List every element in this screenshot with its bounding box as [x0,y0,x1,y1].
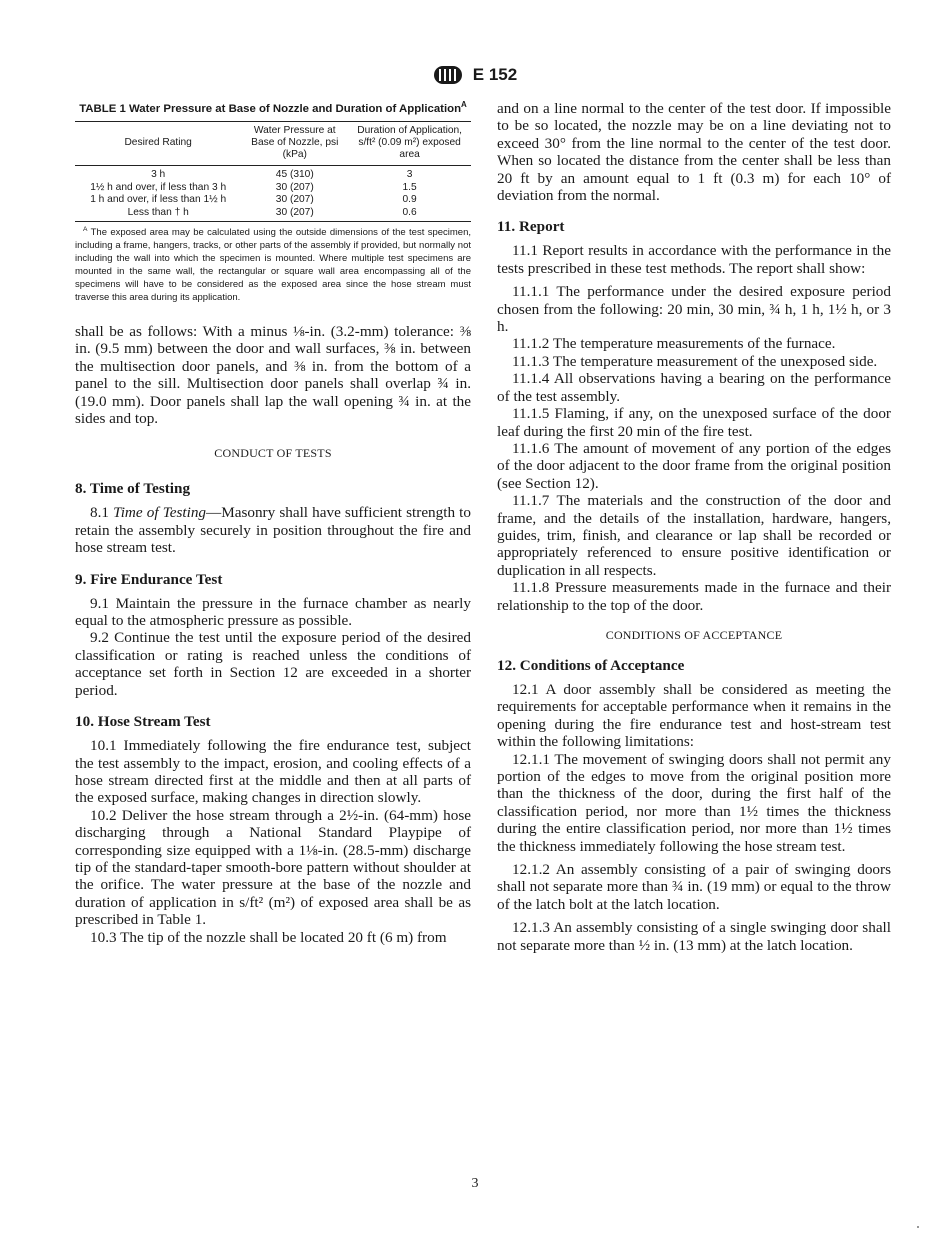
paragraph-continuation: shall be as follows: With a minus ⅛-in. (3.2-mm) tolerance: ⅜ in. (9.5 mm) between the door and wall surfaces, ⅜ in. between the multisection door panels, and ⅜ in. from the bottom of a panel to the sill. Multisection door panels shall overlap ¾ in. (19.0 mm). Door panels shall lap the wall opening ¾ in. at the sides and top. [75,323,471,428]
section-heading: 12. Conditions of Acceptance [497,656,685,674]
paragraph-continuation: and on a line normal to the center of the test door. If impossible to be so located, the nozzle may be on a line deviating not to exceed 30° from the line normal to the center of the test door. When so located the distance from the center shall be less than 20 ft by an amount equal to 1 ft (0.3 m) for each 10° of deviation from the normal. [497,100,891,205]
paragraph: 11.1.1 The performance under the desired exposure period chosen from the following: 20 min, 30 min, ¾ h, 1 h, 1½ h, or 3 h. [497,283,891,336]
inline-title: Time of Testing [113,504,207,522]
right-column [497,100,891,954]
section-heading: 9. Fire Endurance Test [75,570,223,588]
table-cell: 30 (207) [275,206,314,218]
section-heading: 8. Time of Testing [75,480,191,498]
table-cell: 1.5 [402,181,417,193]
paragraph: 11.1.6 The amount of movement of any portion of the edges of the door adjacent to the door frame from the original position (see Section 12). [497,439,891,492]
paragraph: 10.1 Immediately following the fire endurance test, subject the test assembly to the impact, erosion, and cooling effects of a hose stream directed first at the middle and then at all parts of the exposed surface, making changes in direction slowly. [75,737,471,807]
table-row [75,194,471,207]
section-group-heading: CONDUCT OF TESTS [214,446,332,461]
paragraph: 12.1.3 An assembly consisting of a single swinging door shall not separate more than ½ in. (13 mm) at the latch location. [497,919,891,954]
footnote-mark: A [83,225,88,233]
document-designation: E 152 [472,65,518,84]
scan-speck [917,1226,919,1228]
table-cell: 45 (310) [275,169,314,180]
table-cell: 30 (207) [275,194,314,205]
astm-logo-icon [433,64,463,86]
table-cell: 1½ h and over, if less than 3 h [90,181,227,193]
paragraph: 12.1.2 An assembly consisting of a pair of swinging doors shall not separate more than ¾ in. (19 mm) or equal to the throw of the latch bolt at the latch location. [497,861,891,913]
paragraph: 8.1 Time of Testing—Masonry shall have sufficient strength to retain the assembly securely in position throughout the fire and hose stream test. [75,504,471,557]
paragraph: 11.1.5 Flaming, if any, on the unexposed surface of the door leaf during the first 20 min of the fire test. [497,405,891,440]
table-cell: 1 h and over, if less than 1½ h [90,194,227,205]
paragraph: 11.1 Report results in accordance with the performance in the tests prescribed in these test methods. The report shall show: [497,242,891,277]
paragraph: 12.1 A door assembly shall be considered as meeting the requirements for acceptable performance when it remains in the opening during the fire endurance test and host-stream test within the following limitations: [497,680,891,751]
table-cell: Less than † h [127,206,189,218]
paragraph: 9.2 Continue the test until the exposure period of the desired classification or rating is reached unless the conditions of acceptance set forth in Section 12 are exceeded in a shorter period. [75,629,471,699]
table-header-cell: Desired Rating [75,122,241,166]
paragraph: 11.1.7 The materials and the construction of the door and frame, and the details of the installation, hardware, hangers, guides, trim, finish, and clearance or lap shall be recorded or appropriately referenced to ensure positive identification or duplication in all respects. [497,492,891,579]
table-cell: 3 h [151,169,166,180]
table-cell: 0.6 [402,206,417,218]
paragraph: 11.1.4 All observations having a bearing on the performance of the test assembly. [497,370,891,405]
section-group-heading: CONDITIONS OF ACCEPTANCE [605,627,783,642]
caption-footnote-mark: A [461,100,467,110]
table-header-cell: Water Pressure at Base of Nozzle, psi (kPa) [241,122,348,166]
table-caption: TABLE 1 Water Pressure at Base of Nozzle and Duration of Application$^A$ [79,100,467,115]
left-column [75,100,471,946]
table-cell: 3 [406,169,413,180]
table-cell: 30 (207) [275,181,314,193]
page-number: 3 [471,1176,479,1191]
paragraph: 11.1.3 The temperature measurement of the unexposed side. [512,352,878,370]
paragraph: 10.3 The tip of the nozzle shall be located 20 ft (6 m) from [90,928,447,946]
table-row [75,166,471,182]
paragraph: 11.1.2 The temperature measurements of the furnace. [512,335,836,353]
paragraph: 9.1 Maintain the pressure in the furnace chamber as nearly equal to the atmospheric pressure as possible. [75,594,471,630]
page-header [0,64,950,86]
table-footnote: $^A$ The exposed area may be calculated using the outside dimensions of the test specimen, including a frame, hangers, tracks, or other parts of the assembly if provided, but normally not including the wall into which the specimen is mounted. Where multiple test specimens are mounted in the same wall, the rectangular or square wall area encompassing all of the specimens will have to be considered as the exposed area since the hose stream must traverse this area during its application. [75,225,471,303]
table-header-cell: Duration of Application, s/ft² (0.09 m²) exposed area [348,122,471,166]
paragraph: 10.2 Deliver the hose stream through a 2½-in. (64-mm) hose discharging through a National Standard Playpipe of corresponding size equipped with a 1⅛-in. (28.5-mm) discharge tip of the standard-taper smooth-bore pattern without shoulder at the orifice. The water pressure at the base of the nozzle and duration of application in s/ft² (m²) of exposed area shall be as prescribed in Table 1. [75,806,471,929]
table-row [75,182,471,195]
table-cell: 0.9 [402,194,417,205]
paragraph: 12.1.1 The movement of swinging doors shall not permit any portion of the edges to move from the original position more than the thickness of the door, during the first half of the classification period, nor more than 1½ times the thickness during the entire classification period, nor more than 1½ times the thickness immediately following the hose stream test. [497,750,891,855]
table-row [75,207,471,222]
section-heading: 11. Report [497,218,565,236]
paragraph: 11.1.8 Pressure measurements made in the furnace and their relationship to the top of the door. [497,579,891,614]
section-heading: 10. Hose Stream Test [75,713,211,731]
water-pressure-table [75,121,471,222]
